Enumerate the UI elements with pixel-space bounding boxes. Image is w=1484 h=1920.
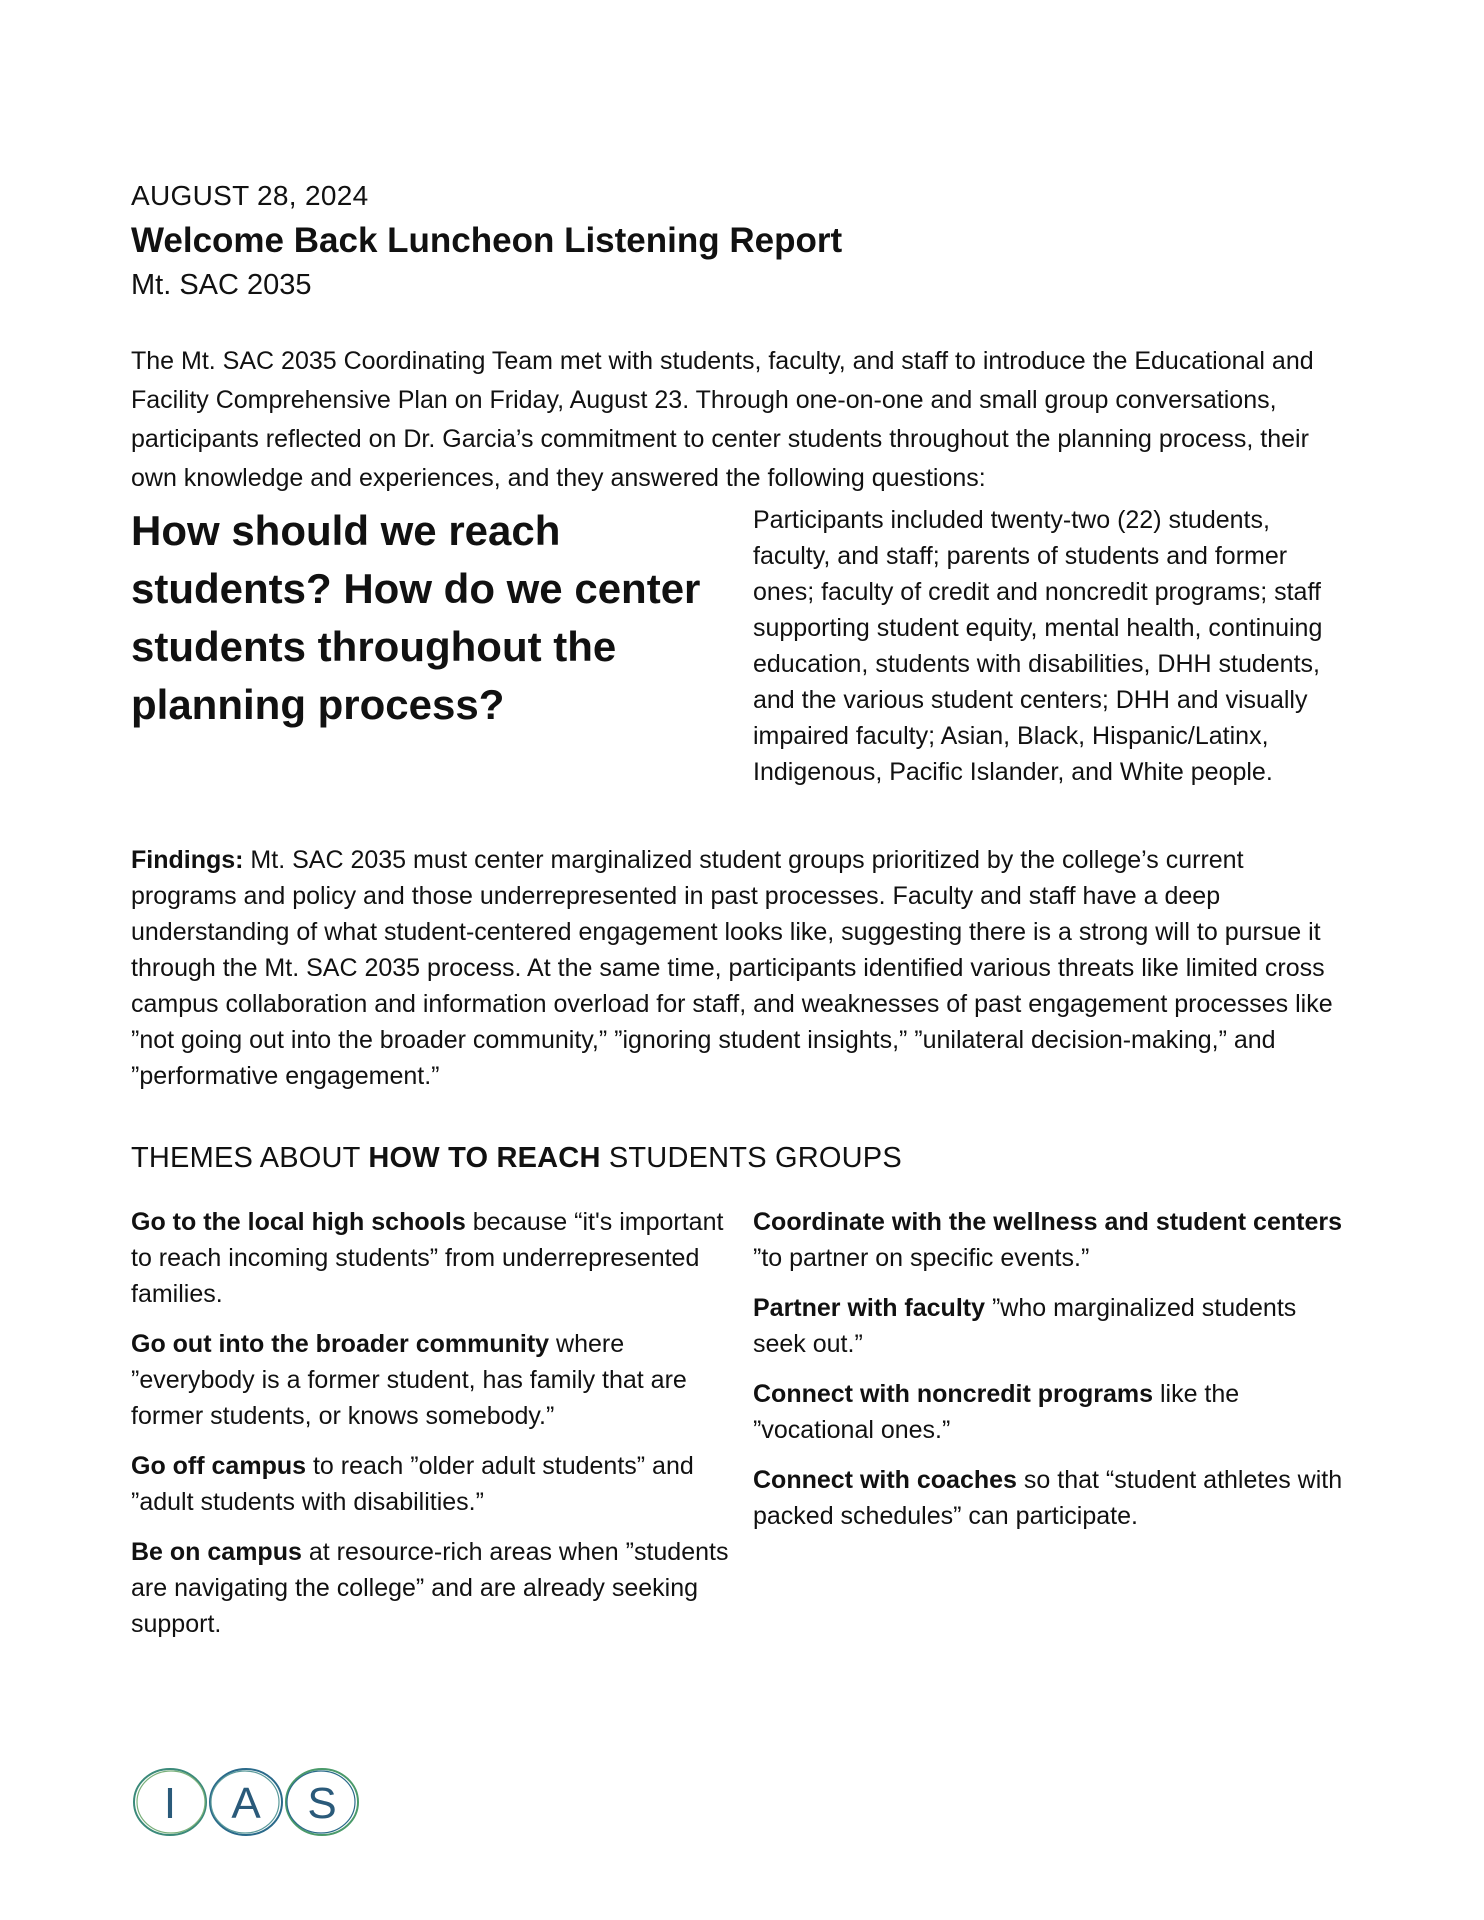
themes-heading-prefix: THEMES ABOUT xyxy=(131,1142,369,1174)
ias-logo xyxy=(131,1764,361,1840)
theme-text: ”to partner on specific events.” xyxy=(753,1244,1090,1272)
theme-text: where ”everybody is a former student, has family that are former students, or knows somebody.” xyxy=(131,1330,687,1430)
theme-text: ”who marginalized students seek out.” xyxy=(753,1294,1297,1358)
logo-letter-s: S xyxy=(307,1779,337,1828)
theme-text: because “it's important to reach incoming students” from underrepresented families. xyxy=(131,1208,724,1308)
theme-title: Connect with coaches xyxy=(753,1466,1017,1494)
themes-right-column xyxy=(753,1204,1353,1656)
themes-heading-bold: HOW TO REACH xyxy=(368,1142,601,1174)
theme-item xyxy=(753,1462,1353,1534)
logo-letter-i: I xyxy=(163,1779,177,1828)
findings-text: Mt. SAC 2035 must center marginalized student groups prioritized by the college’s current programs and policy and those underrepresented in past processes. Faculty and staff have a deep understanding of what student-centered engagement looks like, suggesting there is a strong will to pursue it through the Mt. SAC 2035 process. At the same time, participants identified various threats like limited cross campus collaboration and information overload for staff, and weaknesses of past engagement processes like ”not going out into the broader community,” ”ignoring student insights,” ”unilateral decision-making,” and ”performative engagement.” xyxy=(131,846,1333,1090)
theme-item xyxy=(753,1376,1353,1448)
theme-item xyxy=(131,1204,731,1312)
findings-label: Findings: xyxy=(131,846,244,874)
theme-item xyxy=(753,1204,1353,1276)
themes-list xyxy=(131,1204,1353,1656)
theme-title: Connect with noncredit programs xyxy=(753,1380,1154,1408)
document-page xyxy=(131,176,1353,1656)
themes-heading-suffix: STUDENTS GROUPS xyxy=(600,1142,902,1174)
theme-title: Go to the local high schools xyxy=(131,1208,466,1236)
guiding-questions: How should we reach students? How do we center students throughout the planning process? xyxy=(131,507,701,728)
themes-left-column xyxy=(131,1204,731,1656)
report-subtitle: Mt. SAC 2035 xyxy=(131,269,312,301)
theme-item xyxy=(131,1534,731,1642)
theme-title: Go off campus xyxy=(131,1452,307,1480)
intro-paragraph: The Mt. SAC 2035 Coordinating Team met with students, faculty, and staff to introduce the Educational and Facility Comprehensive Plan on Friday, August 23. Through one-on-one and small group conversations, participants reflected on Dr. Garcia’s commitment to center students throughout the planning process, their own knowledge and experiences, and they answered the following questions: xyxy=(131,347,1314,492)
theme-item xyxy=(131,1448,731,1520)
theme-title: Go out into the broader community xyxy=(131,1330,550,1358)
report-date: AUGUST 28, 2024 xyxy=(131,180,369,211)
report-title: Welcome Back Luncheon Listening Report xyxy=(131,221,843,260)
theme-item xyxy=(131,1326,731,1434)
theme-title: Partner with faculty xyxy=(753,1294,985,1322)
theme-title: Coordinate with the wellness and student centers xyxy=(753,1208,1342,1236)
findings-paragraph xyxy=(131,842,1346,1094)
themes-heading xyxy=(131,1138,1353,1178)
participants-paragraph: Participants included twenty-two (22) students, faculty, and staff; parents of students and former ones; faculty of credit and noncredit programs; staff supporting student equity, mental health, continuing education, students with disabilities, DHH students, and the various student centers; DHH and visually impaired faculty; Asian, Black, Hispanic/Latinx, Indigenous, Pacific Islander, and White people. xyxy=(753,506,1323,786)
theme-text: so that “student athletes with packed schedules” can participate. xyxy=(753,1466,1343,1530)
logo-letter-a: A xyxy=(231,1779,261,1828)
theme-item xyxy=(753,1290,1353,1362)
theme-title: Be on campus xyxy=(131,1538,302,1566)
theme-text: at resource-rich areas when ”students are navigating the college” and are already seeking support. xyxy=(131,1538,729,1638)
question-section xyxy=(131,502,1353,790)
theme-text: like the ”vocational ones.” xyxy=(753,1380,1240,1444)
theme-text: to reach ”older adult students” and ”adult students with disabilities.” xyxy=(131,1452,694,1516)
